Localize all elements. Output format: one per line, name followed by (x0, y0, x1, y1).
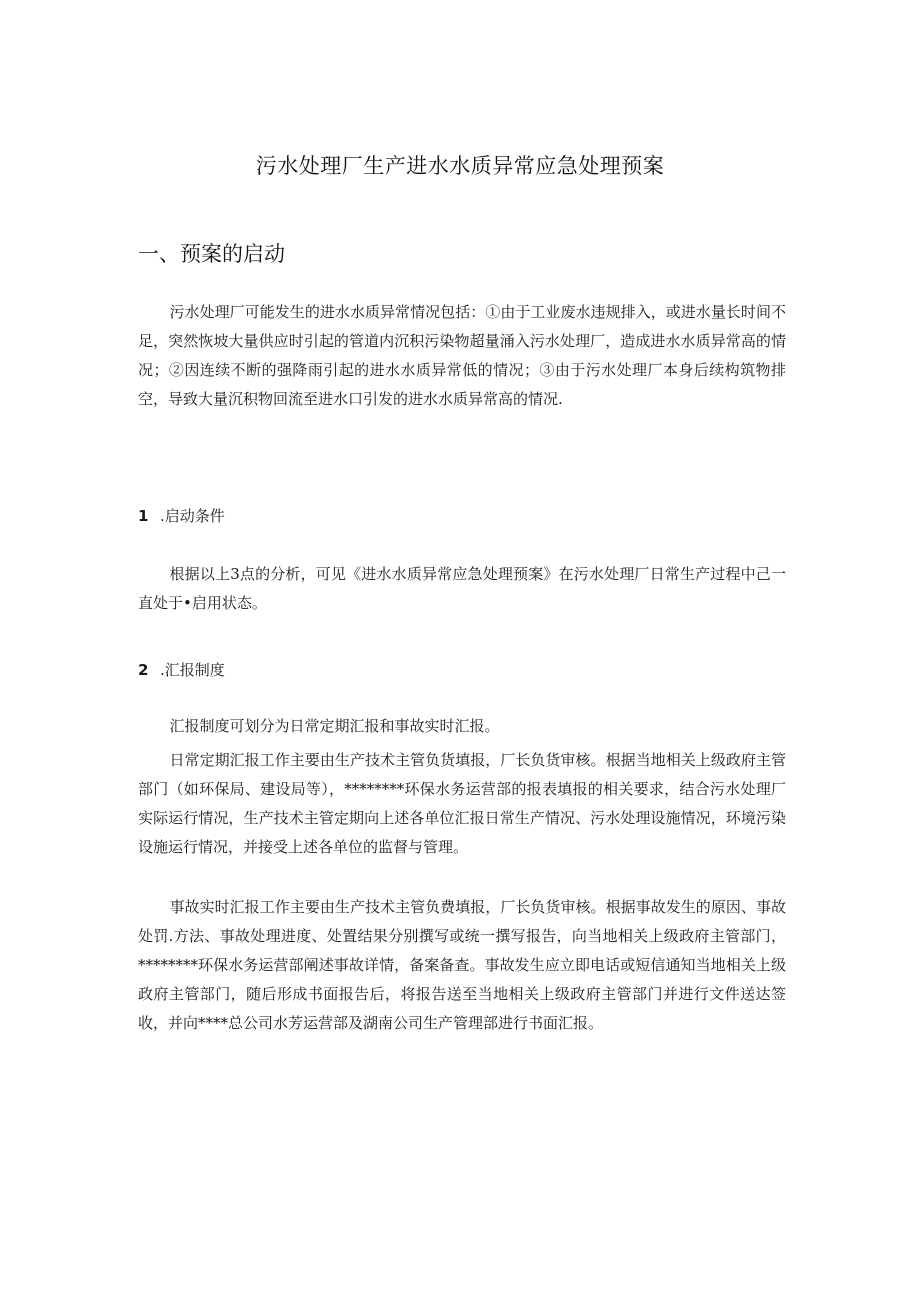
subsection-label: .启动条件 (160, 507, 225, 525)
document-title: 污水处理厂生产进水水质异常应急处理预案 (255, 154, 665, 178)
subsection-heading-start-conditions (138, 505, 225, 526)
subsection-number: 2 (138, 661, 149, 679)
reporting-overview-paragraph: 汇报制度可划分为日常定期汇报和事故实时汇报。 (169, 717, 500, 735)
subsection-number: 1 (138, 507, 149, 525)
incident-reporting-paragraph: 事故实时汇报工作主要由生产技术主管负费填报，厂长负货审核。根据事故发生的原因、事故处罚.方法、事故处理进度、处置结果分别撰写或统一撰写报告，向当地相关上级政府主管部门，********环保水务运营部阐述事故详情，备案备查。事故发生应立即电话或短信通知当地相关上级政府主管部门，随后形成书面报告后，将报告送至当地相关上级政府主管部门并进行文件送达签收，并向****总公司水芳运营部及湖南公司生产管理部进行书面汇报。 (138, 898, 786, 1032)
routine-reporting-paragraph: 日常定期汇报工作主要由生产技术主管负货填报，厂长负货审核。根据当地相关上级政府主管部门（如环保局、建设局等），********环保水务运营部的报表填报的相关要求，结合污水处理厂实际运行情况，生产技术主管定期向上述各单位汇报日常生产情况、污水处理设施情况，环境污染设施运行情况，并接受上述各单位的监督与管理。 (138, 751, 786, 856)
subsection-label: .汇报制度 (160, 661, 225, 679)
subsection-heading-reporting (138, 659, 225, 680)
section-heading-startup: 一、预案的启动 (138, 242, 285, 266)
start-conditions-paragraph: 根据以上3点的分析，可见《进水水质异常应急处理预案》在污水处理厂日常生产过程中己一直处于•启用状态。 (138, 565, 786, 612)
intro-paragraph: 污水处理厂可能发生的进水水质异常情况包括：①由于工业废水违规排入，或进水量长时间不足，突然恢坡大量供应时引起的管道内沉积污染物超量涌入污水处理厂，造成进水水质异常高的情况；②因连续不断的强降雨引起的进水水质异常低的情况；③由于污水处理厂本身后续构筑物排空，导致大量沉积物回流至进水口引发的进水水质异常高的情况. (138, 303, 786, 408)
